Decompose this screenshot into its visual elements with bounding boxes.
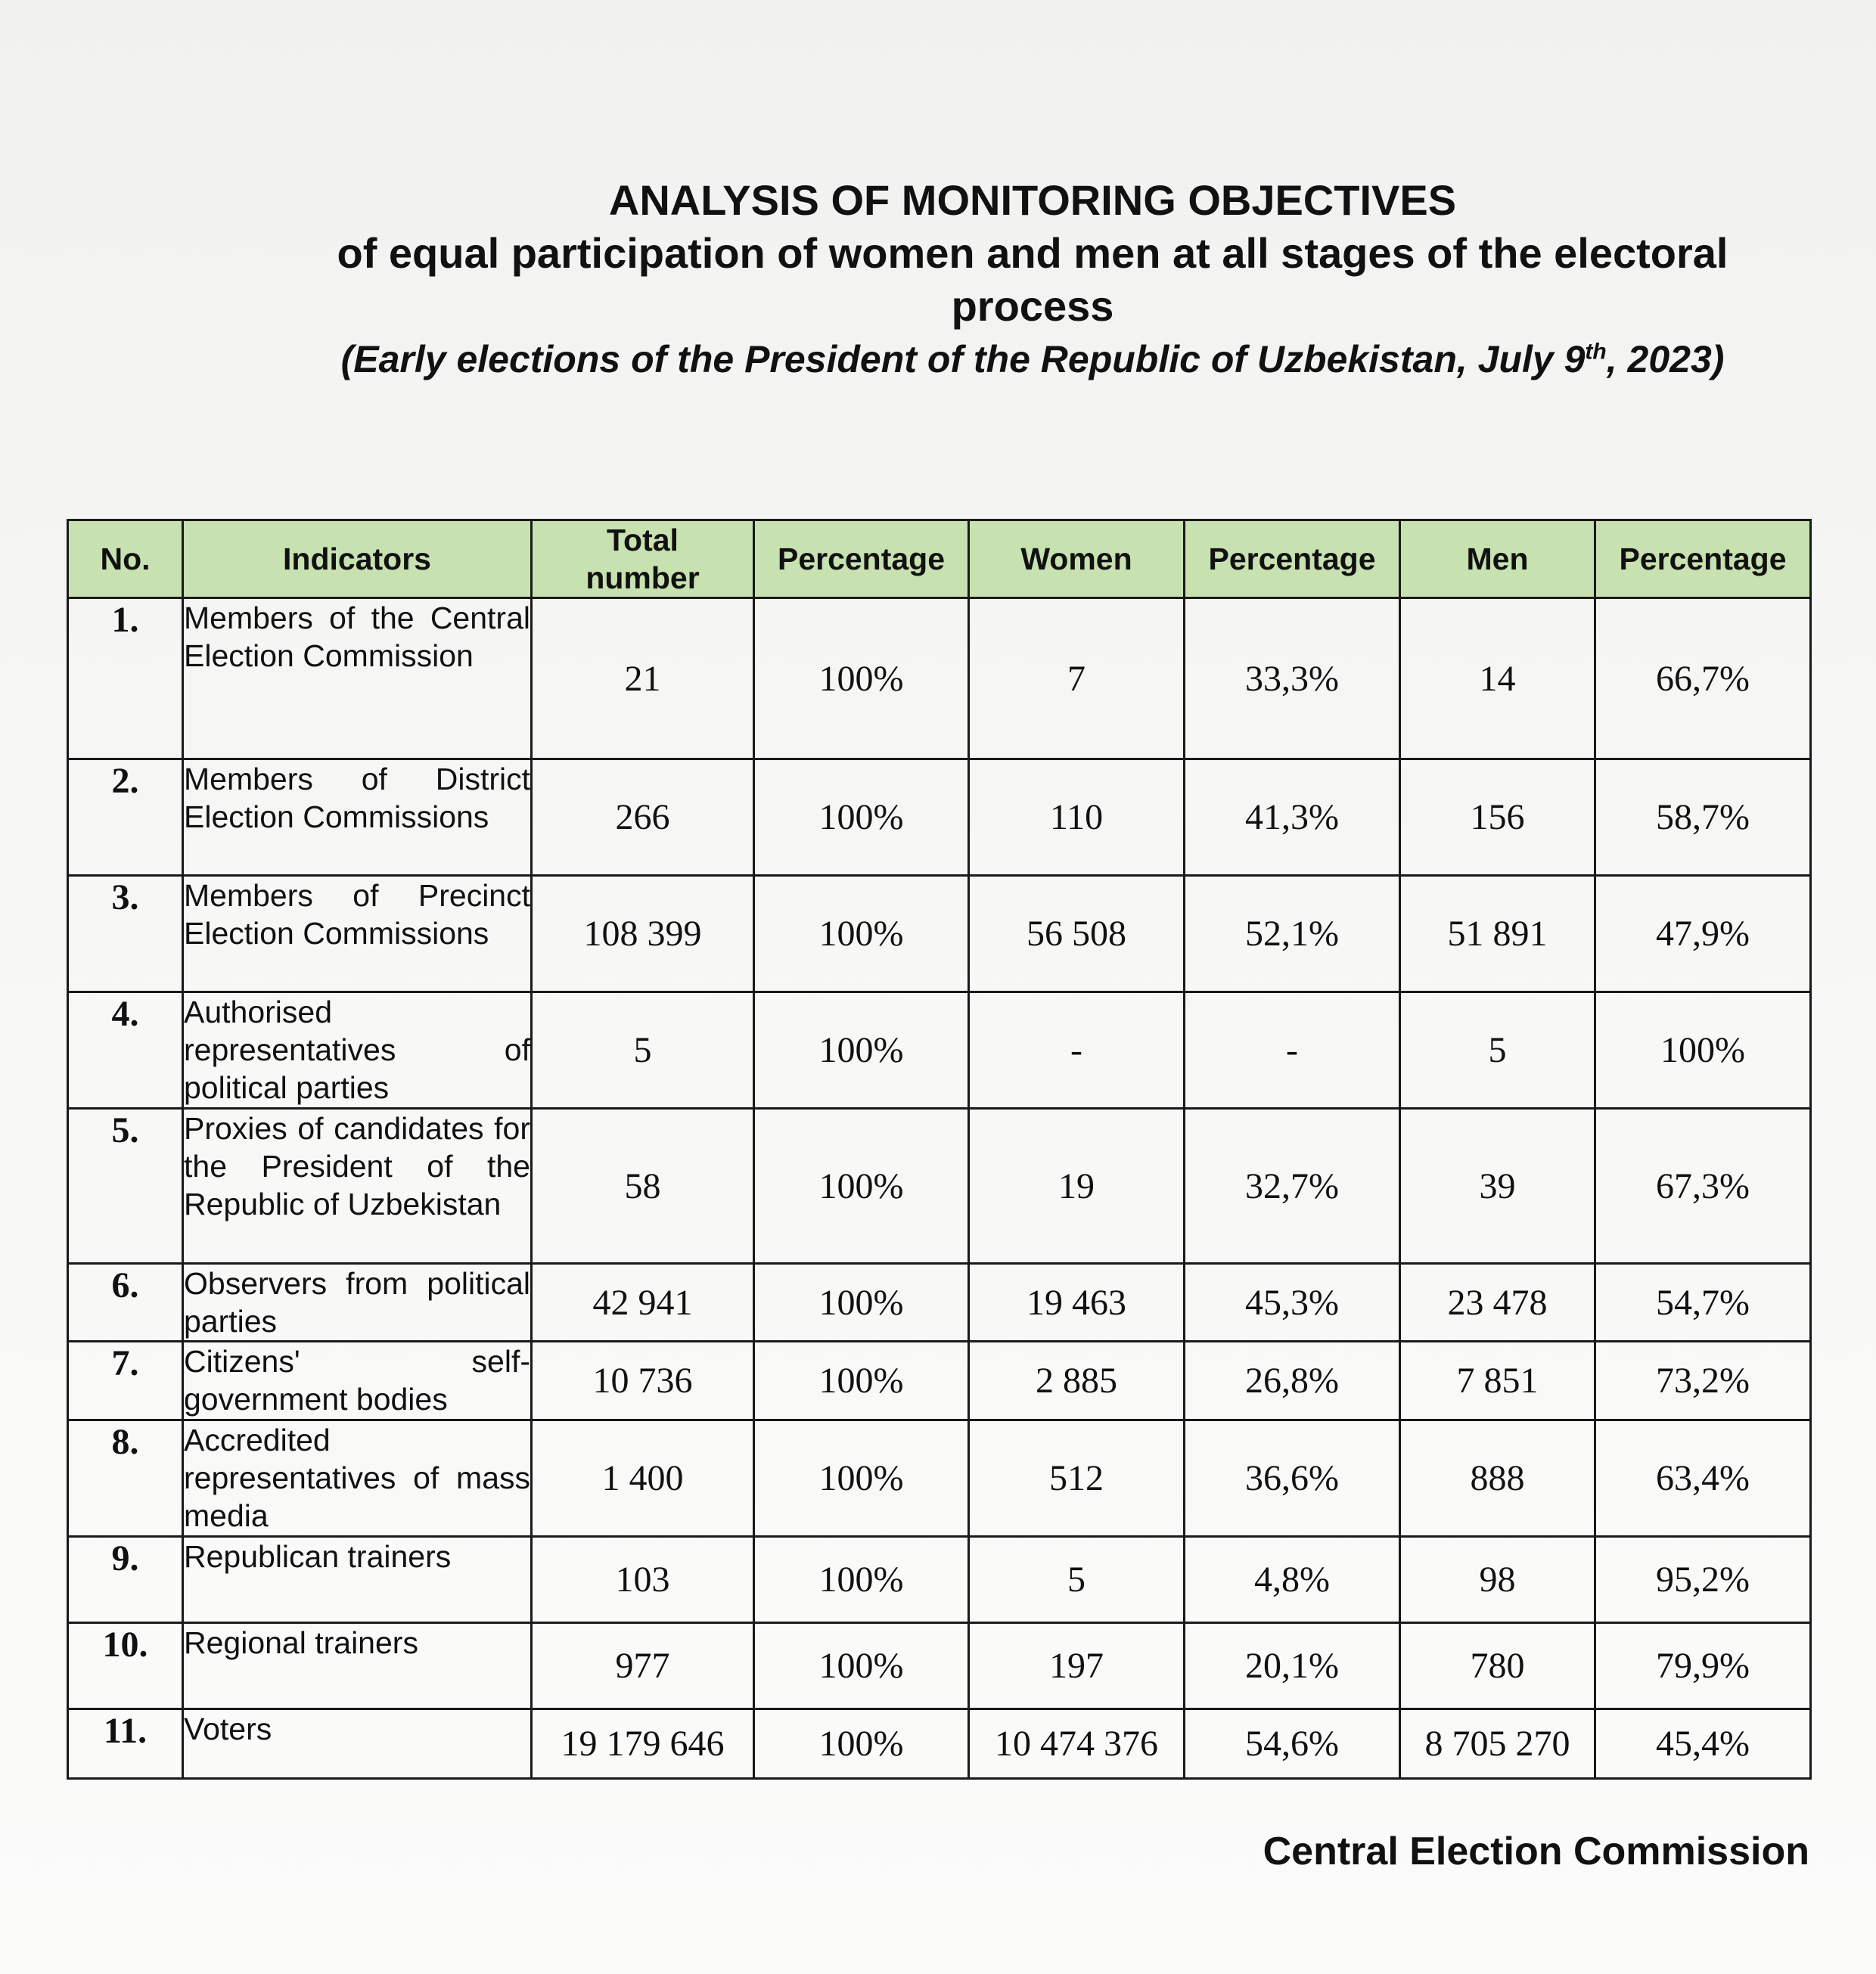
- row-men: 23 478: [1400, 1264, 1595, 1342]
- footer-signature: Central Election Commission: [1263, 1830, 1809, 1873]
- row-women: 19: [969, 1109, 1185, 1264]
- table-row: [68, 759, 1811, 876]
- row-indicator: Members of the Central Election Commission: [183, 598, 532, 759]
- row-pct-total: 100%: [754, 759, 969, 876]
- election-caption-end: , 2023): [1606, 338, 1725, 380]
- row-pct-men: 47,9%: [1595, 876, 1811, 992]
- row-indicator: Authorised representatives of political parties: [183, 992, 532, 1109]
- row-pct-women: 4,8%: [1185, 1537, 1400, 1623]
- header-total-number: [532, 520, 754, 598]
- table-row: [68, 1623, 1811, 1709]
- row-pct-women: 36,6%: [1185, 1420, 1400, 1537]
- row-pct-men: 95,2%: [1595, 1537, 1811, 1623]
- row-men: 8 705 270: [1400, 1709, 1595, 1779]
- table-row: [68, 598, 1811, 759]
- row-pct-total: 100%: [754, 1537, 969, 1623]
- row-pct-men: 79,9%: [1595, 1623, 1811, 1709]
- row-pct-total: 100%: [754, 1420, 969, 1537]
- row-number: 6.: [68, 1264, 183, 1342]
- row-pct-total: 100%: [754, 1264, 969, 1342]
- header-indicators: Indicators: [183, 520, 532, 598]
- header-percentage-women: Percentage: [1185, 520, 1400, 598]
- row-men: 51 891: [1400, 876, 1595, 992]
- row-women: 19 463: [969, 1264, 1185, 1342]
- row-pct-total: 100%: [754, 876, 969, 992]
- row-pct-total: 100%: [754, 1109, 969, 1264]
- row-total: 42 941: [532, 1264, 754, 1342]
- row-women: 197: [969, 1623, 1185, 1709]
- row-women: -: [969, 992, 1185, 1109]
- row-indicator: Members of District Election Commissions: [183, 759, 532, 876]
- row-women: 512: [969, 1420, 1185, 1537]
- row-total: 5: [532, 992, 754, 1109]
- table-row: [68, 1342, 1811, 1420]
- row-total: 103: [532, 1537, 754, 1623]
- header-men: Men: [1400, 520, 1595, 598]
- row-pct-men: 58,7%: [1595, 759, 1811, 876]
- election-caption-sup: th: [1585, 339, 1607, 365]
- monitoring-table: [67, 519, 1812, 1780]
- row-total: 21: [532, 598, 754, 759]
- row-men: 888: [1400, 1420, 1595, 1537]
- row-number: 10.: [68, 1623, 183, 1709]
- row-pct-men: 100%: [1595, 992, 1811, 1109]
- row-total: 19 179 646: [532, 1709, 754, 1779]
- row-number: 11.: [68, 1709, 183, 1779]
- row-women: 10 474 376: [969, 1709, 1185, 1779]
- table-row: [68, 1709, 1811, 1779]
- row-pct-total: 100%: [754, 1623, 969, 1709]
- row-pct-women: 54,6%: [1185, 1709, 1400, 1779]
- header-no: No.: [68, 520, 183, 598]
- table-row: [68, 992, 1811, 1109]
- row-women: 110: [969, 759, 1185, 876]
- row-indicator: Observers from political parties: [183, 1264, 532, 1342]
- table-row: [68, 876, 1811, 992]
- row-number: 2.: [68, 759, 183, 876]
- row-women: 2 885: [969, 1342, 1185, 1420]
- row-men: 780: [1400, 1623, 1595, 1709]
- row-number: 8.: [68, 1420, 183, 1537]
- row-total: 58: [532, 1109, 754, 1264]
- table-row: [68, 1537, 1811, 1623]
- row-indicator: Regional trainers: [183, 1623, 532, 1709]
- row-pct-women: 26,8%: [1185, 1342, 1400, 1420]
- row-pct-men: 63,4%: [1595, 1420, 1811, 1537]
- row-pct-total: 100%: [754, 1709, 969, 1779]
- table-row: [68, 1264, 1811, 1342]
- row-pct-women: 45,3%: [1185, 1264, 1400, 1342]
- row-indicator: Members of Precinct Election Commissions: [183, 876, 532, 992]
- table-row: [68, 1109, 1811, 1264]
- row-pct-women: 20,1%: [1185, 1623, 1400, 1709]
- row-pct-total: 100%: [754, 598, 969, 759]
- row-pct-men: 54,7%: [1595, 1264, 1811, 1342]
- row-number: 7.: [68, 1342, 183, 1420]
- row-number: 9.: [68, 1537, 183, 1623]
- row-total: 1 400: [532, 1420, 754, 1537]
- header-percentage-total: Percentage: [754, 520, 969, 598]
- row-women: 5: [969, 1537, 1185, 1623]
- row-total: 108 399: [532, 876, 754, 992]
- report-heading: [257, 174, 1808, 386]
- row-indicator: Voters: [183, 1709, 532, 1779]
- header-total-line2: number: [585, 560, 700, 595]
- row-total: 977: [532, 1623, 754, 1709]
- header-women: Women: [969, 520, 1185, 598]
- row-pct-men: 66,7%: [1595, 598, 1811, 759]
- row-number: 3.: [68, 876, 183, 992]
- row-number: 5.: [68, 1109, 183, 1264]
- election-caption: [257, 333, 1808, 386]
- row-men: 98: [1400, 1537, 1595, 1623]
- row-pct-total: 100%: [754, 1342, 969, 1420]
- row-indicator: Accredited representatives of mass media: [183, 1420, 532, 1537]
- row-pct-total: 100%: [754, 992, 969, 1109]
- row-men: 156: [1400, 759, 1595, 876]
- election-caption-main: (Early elections of the President of the Republic of Uzbekistan, July 9: [340, 338, 1586, 380]
- row-number: 1.: [68, 598, 183, 759]
- row-pct-women: -: [1185, 992, 1400, 1109]
- report-title: ANALYSIS OF MONITORING OBJECTIVES: [608, 176, 1457, 224]
- row-men: 39: [1400, 1109, 1595, 1264]
- row-pct-men: 73,2%: [1595, 1342, 1811, 1420]
- table-header-row: [68, 520, 1811, 598]
- row-indicator: Republican trainers: [183, 1537, 532, 1623]
- row-pct-women: 33,3%: [1185, 598, 1400, 759]
- report-subtitle-line2: process: [951, 282, 1114, 330]
- row-indicator: Proxies of candidates for the President of the Republic of Uzbekistan: [183, 1109, 532, 1264]
- row-pct-men: 45,4%: [1595, 1709, 1811, 1779]
- report-subtitle-line1: of equal participation of women and men at all stages of the electoral: [337, 229, 1728, 277]
- row-number: 4.: [68, 992, 183, 1109]
- row-men: 5: [1400, 992, 1595, 1109]
- table-row: [68, 1420, 1811, 1537]
- row-total: 10 736: [532, 1342, 754, 1420]
- row-pct-women: 32,7%: [1185, 1109, 1400, 1264]
- header-percentage-men: Percentage: [1595, 520, 1811, 598]
- row-indicator: Citizens' self-government bodies: [183, 1342, 532, 1420]
- row-women: 7: [969, 598, 1185, 759]
- row-pct-men: 67,3%: [1595, 1109, 1811, 1264]
- header-total-line1: Total: [607, 523, 679, 557]
- row-pct-women: 41,3%: [1185, 759, 1400, 876]
- row-men: 7 851: [1400, 1342, 1595, 1420]
- row-men: 14: [1400, 598, 1595, 759]
- row-women: 56 508: [969, 876, 1185, 992]
- row-total: 266: [532, 759, 754, 876]
- row-pct-women: 52,1%: [1185, 876, 1400, 992]
